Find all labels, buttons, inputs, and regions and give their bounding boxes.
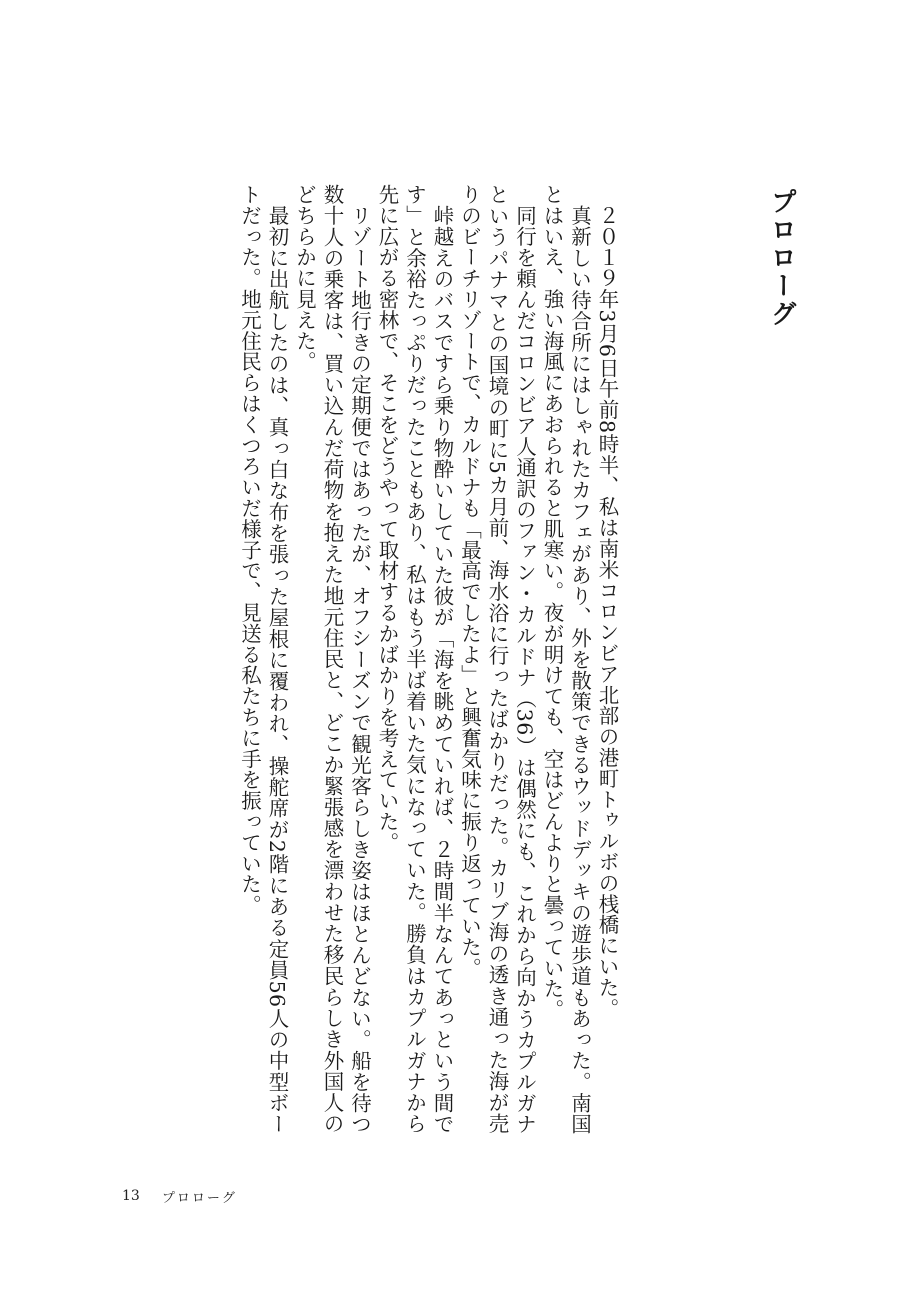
body-text	[116, 184, 620, 1134]
paragraph: 峠越えのバスですら乗り物酔いしていた彼が「海を眺めていれば、２時間半なんてあっという間です」と余裕たっぷりだったこともあり、私はもう半ば着いた気になっていた。勝負はカプルガナから先に広がる密林で、そこをどうやって取材するかばかりを考えていた。	[375, 184, 454, 1134]
page-footer	[122, 1184, 237, 1208]
paragraph: 真新しい待合所にはしゃれたカフェがあり、外を散策できるウッドデッキの遊歩道もあった。南国とはいえ、強い海風にあおられると肌寒い。夜が明けても、空はどんよりと曇っていた。	[540, 184, 592, 1134]
running-head: プロローグ	[161, 1190, 237, 1206]
page-number: 13	[122, 1188, 140, 1204]
paragraph: ２０１９年3月6日午前8時半、私は南米コロンビア北部の港町トゥルボの桟橋にいた。	[595, 204, 619, 1019]
paragraph: リゾート地行きの定期便ではあったが、オフシーズンで観光客らしき姿はほとんどない。船を待つ数十人の乗客は、買い込んだ荷物を抱えた地元住民と、どこか緊張感を漂わせた移民らしき外国人のどちらかに見えた。	[292, 184, 372, 1134]
paragraph: 同行を頼んだコロンビア人通訳のファン・カルドナ（36）は偶然にも、これから向かうカプルガナというパナマとの国境の町に5カ月前、海水浴に行ったばかりだった。カリブ海の透き通った海が売りのビーチリゾートで、カルドナも「最高でしたよ」と興奮気味に振り返っていた。	[457, 184, 537, 1134]
paragraph: 最初に出航したのは、真っ白な布を張った屋根に覆われ、操舵席が2階にある定員56人の中型ボートだった。地元住民らはくつろいだ様子で、見送る私たちに手を振っていた。	[237, 184, 289, 1134]
chapter-title: プロローグ	[766, 188, 797, 328]
